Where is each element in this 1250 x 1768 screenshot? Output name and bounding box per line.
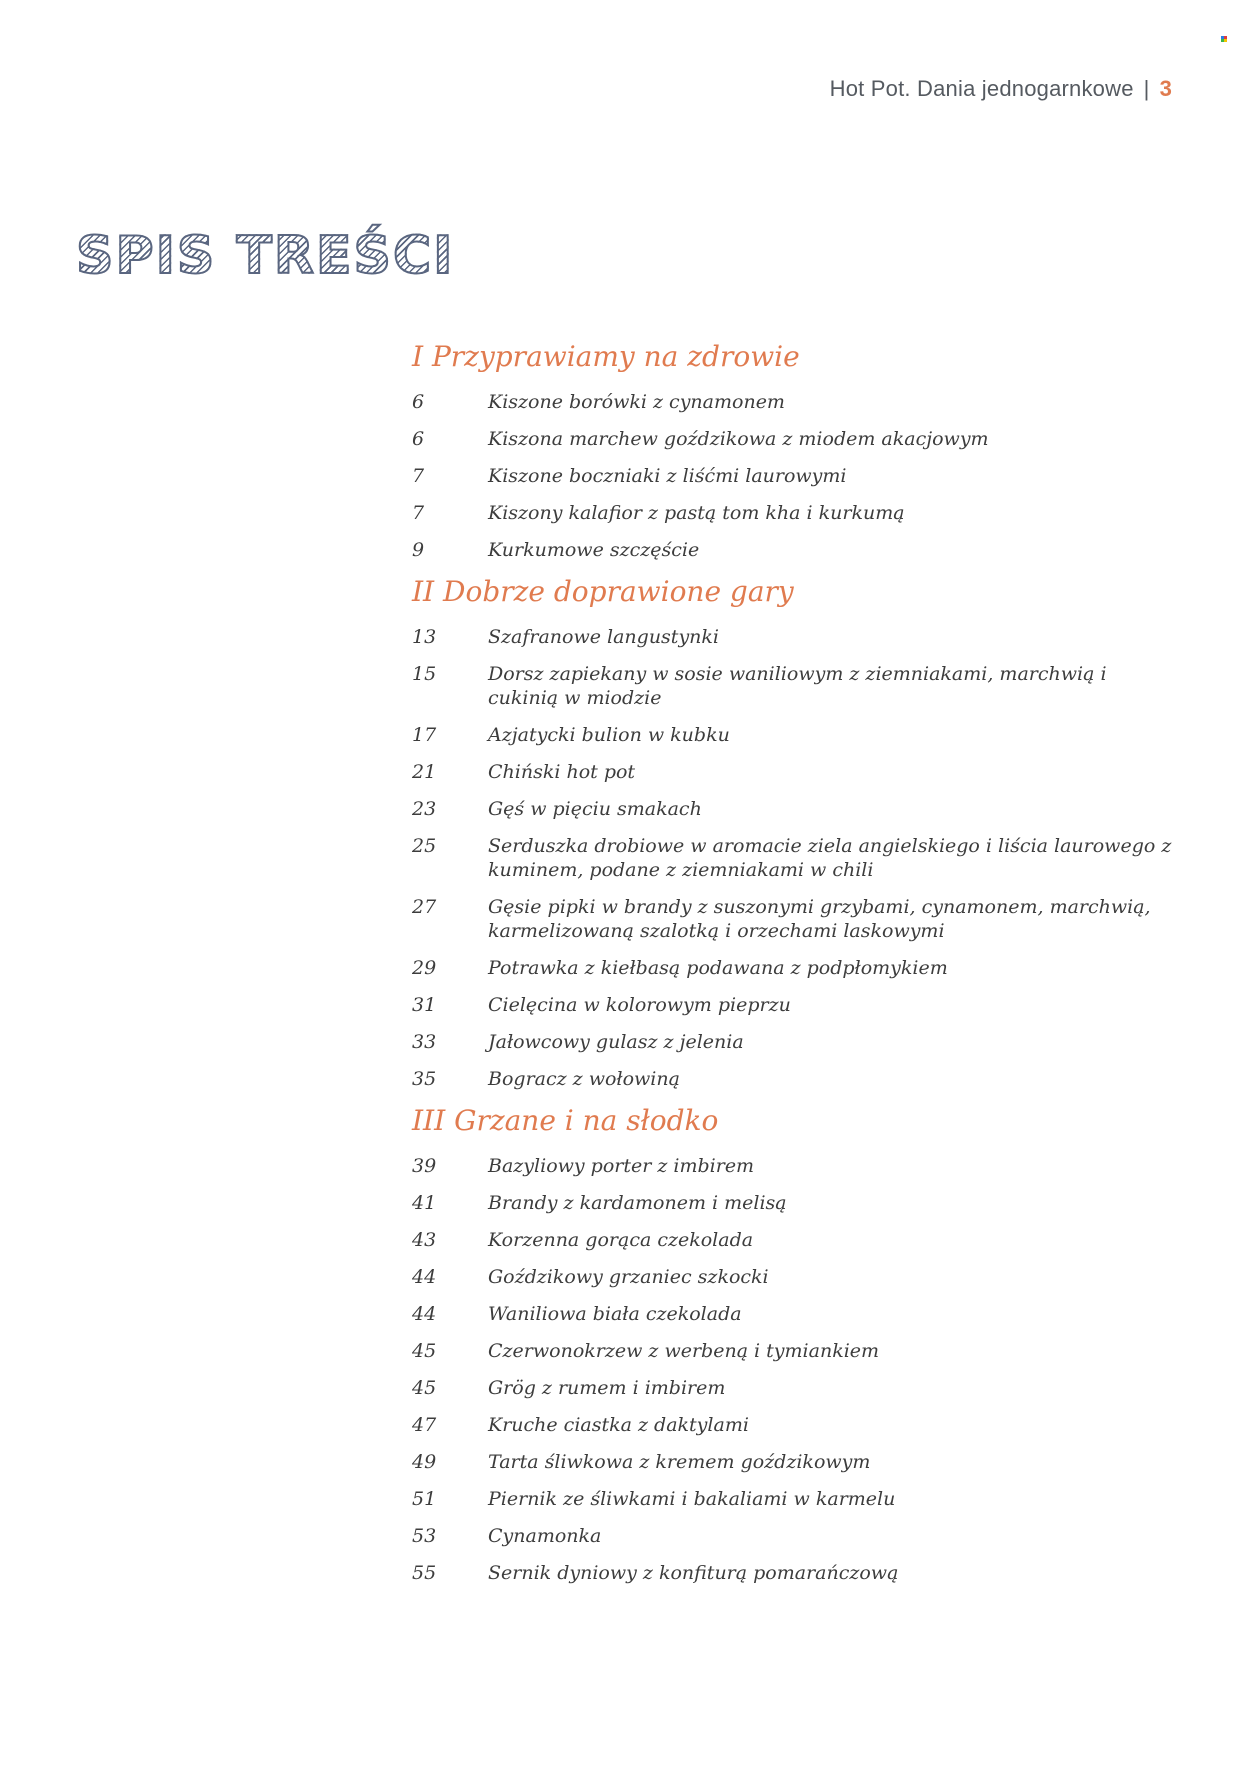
toc-entry [412, 895, 1182, 943]
entry-recipe-name: Grög z rumem i imbirem [488, 1377, 726, 1399]
entry-page-number: 43 [412, 1229, 437, 1251]
entry-page-number: 15 [412, 663, 437, 685]
toc-entry [412, 834, 1182, 882]
entry-page-number: 21 [412, 761, 437, 783]
toc-section [412, 575, 1182, 1091]
toc-entry [412, 1450, 1182, 1474]
entry-recipe-name: Gęś w pięciu smakach [488, 798, 702, 820]
entry-page-number: 49 [412, 1451, 437, 1473]
toc-entry [412, 1154, 1182, 1178]
toc-entry [412, 390, 1182, 414]
entry-page-number: 13 [412, 626, 437, 648]
toc-section [412, 340, 1182, 562]
toc-entry [412, 993, 1182, 1017]
section-title: II Dobrze doprawione gary [412, 575, 794, 608]
entry-recipe-name: Kiszona marchew goździkowa z miodem akacjowym [488, 428, 989, 450]
entry-page-number: 25 [412, 835, 437, 857]
toc-entry [412, 1191, 1182, 1215]
entry-page-number: 35 [412, 1068, 437, 1090]
entry-recipe-name: Serduszka drobiowe w aromacie ziela angielskiego i liścia laurowego z kuminem, podane z ziemniakami w chili [488, 835, 1172, 881]
entry-page-number: 6 [412, 391, 425, 413]
toc-entry [412, 662, 1182, 710]
entry-recipe-name: Kruche ciastka z daktylami [488, 1414, 749, 1436]
corner-print-mark [1221, 36, 1229, 42]
entry-page-number: 45 [412, 1340, 437, 1362]
toc-entry [412, 1339, 1182, 1363]
entry-recipe-name: Dorsz zapiekany w sosie waniliowym z ziemniakami, marchwią i cukinią w miodzie [488, 663, 1107, 709]
toc-entry [412, 1487, 1182, 1511]
toc-entry [412, 760, 1182, 784]
entry-recipe-name: Korzenna gorąca czekolada [488, 1229, 754, 1251]
entry-page-number: 55 [412, 1562, 437, 1584]
toc-entry [412, 1413, 1182, 1437]
toc-entry [412, 1030, 1182, 1054]
entry-recipe-name: Chiński hot pot [488, 761, 636, 783]
entry-recipe-name: Kiszone borówki z cynamonem [488, 391, 785, 413]
entry-recipe-name: Kiszony kalafior z pastą tom kha i kurkumą [488, 502, 905, 524]
book-title: Hot Pot. Dania jednogarnkowe [829, 76, 1134, 101]
entry-recipe-name: Gęsie pipki w brandy z suszonymi grzybami, cynamonem, marchwią, karmelizowaną szalotką i orzechami laskowymi [488, 896, 1151, 942]
entry-recipe-name: Azjatycki bulion w kubku [488, 724, 730, 746]
toc-entry [412, 797, 1182, 821]
entry-page-number: 17 [412, 724, 437, 746]
toc-entry [412, 501, 1182, 525]
toc-entry [412, 1302, 1182, 1326]
section-title: I Przyprawiamy na zdrowie [412, 340, 800, 373]
entry-recipe-name: Bogracz z wołowiną [488, 1068, 680, 1090]
entry-page-number: 51 [412, 1488, 437, 1510]
toc-entry [412, 1067, 1182, 1091]
entry-page-number: 33 [412, 1031, 437, 1053]
section-title: III Grzane i na słodko [412, 1104, 719, 1137]
entry-page-number: 41 [412, 1192, 437, 1214]
table-of-contents [412, 340, 1182, 1598]
entry-recipe-name: Waniliowa biała czekolada [488, 1303, 742, 1325]
running-header [830, 76, 1172, 102]
entry-recipe-name: Kiszone boczniaki z liśćmi laurowymi [488, 465, 847, 487]
entry-recipe-name: Jałowcowy gulasz z jelenia [488, 1031, 744, 1053]
entry-page-number: 23 [412, 798, 437, 820]
entry-recipe-name: Kurkumowe szczęście [488, 539, 700, 561]
entry-page-number: 6 [412, 428, 425, 450]
toc-entry [412, 427, 1182, 451]
entry-page-number: 29 [412, 957, 437, 979]
toc-entry [412, 1228, 1182, 1252]
toc-heading: SPIS TREŚCI [76, 226, 455, 286]
entry-page-number: 7 [412, 465, 425, 487]
entry-recipe-name: Tarta śliwkowa z kremem goździkowym [488, 1451, 871, 1473]
entry-page-number: 7 [412, 502, 425, 524]
entry-page-number: 39 [412, 1155, 437, 1177]
entry-page-number: 53 [412, 1525, 437, 1547]
entry-recipe-name: Potrawka z kiełbasą podawana z podpłomykiem [488, 957, 948, 979]
entry-recipe-name: Brandy z kardamonem i melisą [488, 1192, 787, 1214]
toc-entry [412, 1265, 1182, 1289]
entry-recipe-name: Szafranowe langustynki [488, 626, 720, 648]
toc-entry [412, 723, 1182, 747]
entry-page-number: 31 [412, 994, 437, 1016]
entry-recipe-name: Cynamonka [488, 1525, 602, 1547]
entry-page-number: 44 [412, 1266, 437, 1288]
toc-section [412, 1104, 1182, 1585]
entry-page-number: 47 [412, 1414, 437, 1436]
toc-entry [412, 1524, 1182, 1548]
entry-recipe-name: Bazyliowy porter z imbirem [488, 1155, 755, 1177]
toc-entry [412, 625, 1182, 649]
entry-recipe-name: Goździkowy grzaniec szkocki [488, 1266, 769, 1288]
entry-recipe-name: Sernik dyniowy z konfiturą pomarańczową [488, 1562, 899, 1584]
toc-entry [412, 956, 1182, 980]
page-number: 3 [1159, 76, 1172, 101]
entry-recipe-name: Cielęcina w kolorowym pieprzu [488, 994, 791, 1016]
entry-page-number: 27 [412, 896, 437, 918]
header-separator: | [1143, 76, 1150, 101]
toc-entry [412, 1376, 1182, 1400]
entry-page-number: 44 [412, 1303, 437, 1325]
toc-entry [412, 538, 1182, 562]
toc-entry [412, 1561, 1182, 1585]
entry-page-number: 45 [412, 1377, 437, 1399]
entry-page-number: 9 [412, 539, 425, 561]
entry-recipe-name: Czerwonokrzew z werbeną i tymiankiem [488, 1340, 880, 1362]
toc-entry [412, 464, 1182, 488]
entry-recipe-name: Piernik ze śliwkami i bakaliami w karmelu [488, 1488, 896, 1510]
